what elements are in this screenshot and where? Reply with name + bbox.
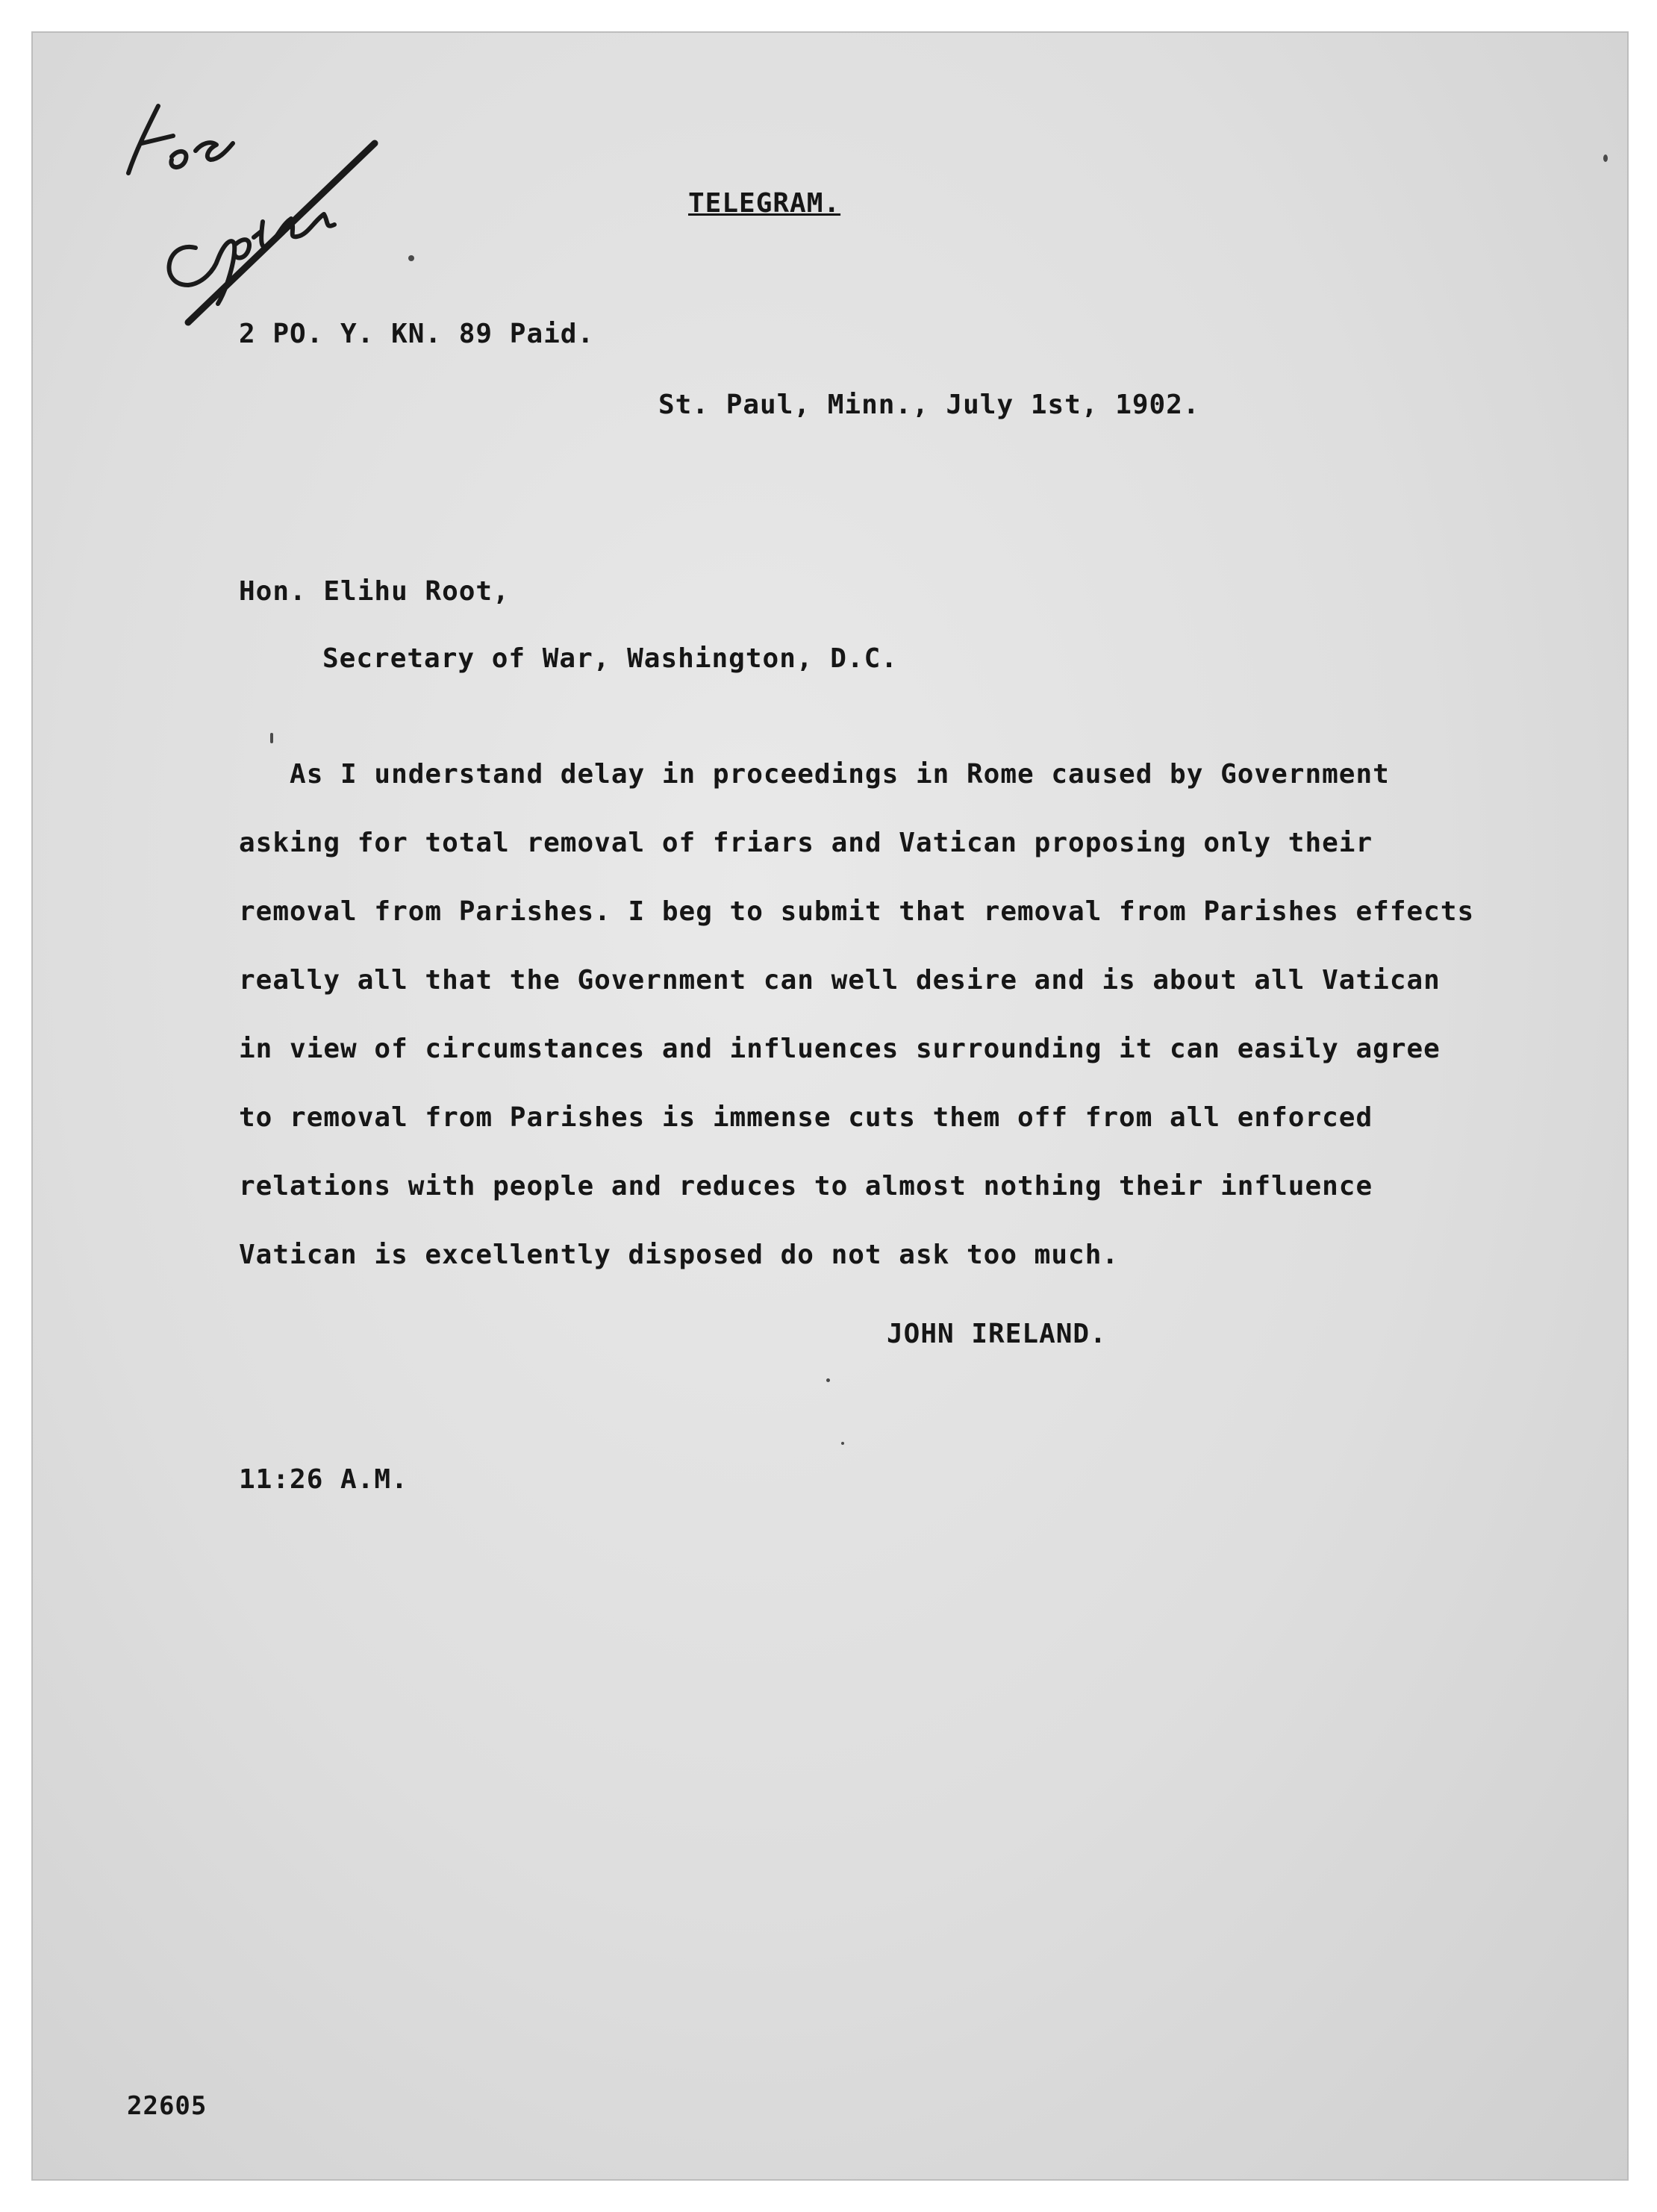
addressee-title: Secretary of War, Washington, D.C. (322, 643, 898, 674)
addressee-name: Hon. Elihu Root, (239, 576, 510, 607)
paper-speck (841, 1442, 844, 1445)
sent-time: 11:26 A.M. (239, 1464, 408, 1495)
place-and-date: St. Paul, Minn., July 1st, 1902. (658, 390, 1200, 420)
message-line: As I understand delay in proceedings in Rome caused by Government (239, 759, 1390, 790)
paper-speck (826, 1378, 830, 1382)
paper-speck (1603, 154, 1608, 162)
paper-speck (270, 733, 273, 743)
message-line: Vatican is excellently disposed do not ask too much. (239, 1240, 1120, 1270)
message-line: in view of circumstances and influences surrounding it can easily agree (239, 1034, 1441, 1064)
telegram-document (31, 31, 1629, 2181)
telegraph-code-line: 2 PO. Y. KN. 89 Paid. (239, 319, 595, 349)
message-line: removal from Parishes. I beg to submit that removal from Parishes effects (239, 896, 1475, 927)
message-line: to removal from Parishes is immense cuts them off from all enforced (239, 1102, 1373, 1133)
message-line: really all that the Government can well desire and is about all Vatican (239, 965, 1441, 996)
message-line: relations with people and reduces to almost nothing their influence (239, 1171, 1373, 1202)
handwritten-for-cipher-note (76, 61, 405, 345)
telegram-heading: TELEGRAM. (688, 188, 841, 219)
signature: JOHN IRELAND. (887, 1319, 1107, 1349)
paper-speck (408, 255, 414, 261)
message-line: asking for total removal of friars and Vatican proposing only their (239, 828, 1373, 858)
message-body (239, 740, 1474, 1290)
file-number: 22605 (127, 2091, 207, 2121)
